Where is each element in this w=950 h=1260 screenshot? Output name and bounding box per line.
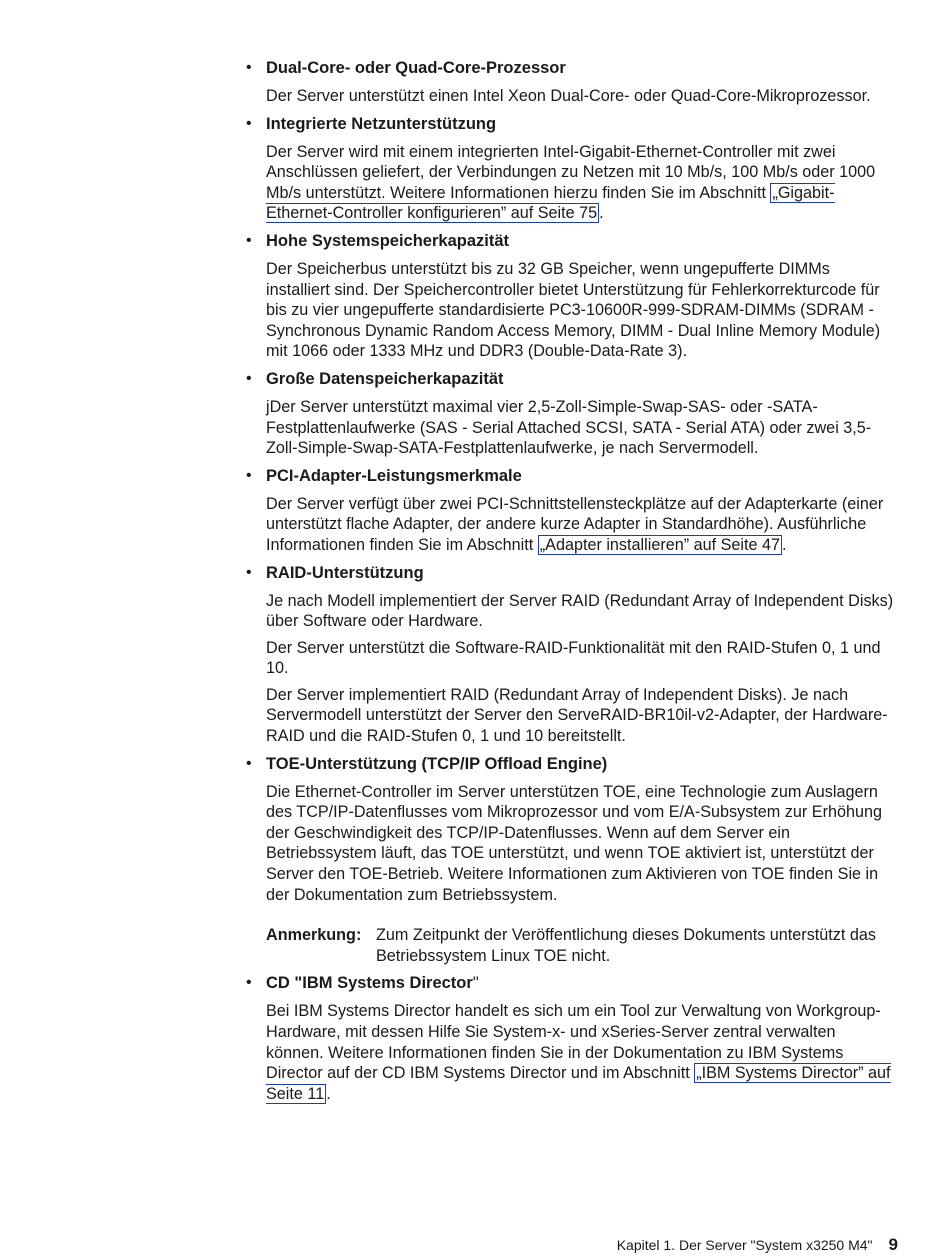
feature-description: jDer Server unterstützt maximal vier 2,5-Zoll-Simple-Swap-SAS- oder -SATA-Festplattenlaufwerke (SAS - Serial Attached SCSI, SATA - Serial ATA) oder zwei 3,5-Zoll-Simple-Swap-SATA-Festplattenlaufwerke, je nach Servermodell. — [266, 397, 872, 458]
paragraph-end: . — [326, 1084, 331, 1103]
paragraph-text: Der Server verfügt über zwei PCI-Schnittstellensteckplätze auf der Adapterkarte (einer unterstützt flache Adapter, der andere kurze Adapter in Standardhöhe). Ausführliche Informationen finden Sie im Abschnitt — [266, 494, 884, 554]
feature-heading: Dual-Core- oder Quad-Core-Prozessor — [266, 59, 566, 77]
feature-description — [266, 1001, 896, 1104]
bullet: • — [246, 114, 252, 132]
page-footer — [617, 1234, 898, 1256]
feature-description — [266, 494, 896, 556]
bullet: • — [246, 563, 252, 581]
paragraph-text: Bei IBM Systems Director handelt es sich um ein Tool zur Verwaltung von Workgroup-Hardware, mit dessen Hilfe Sie System-x- und xSeries-Server zentral verwalten können. Weitere Informationen finden Sie in der Dokumentation zu IBM Systems Director auf der CD IBM Systems Director und im Abschnitt — [266, 1002, 881, 1083]
feature-description — [266, 142, 896, 224]
bullet: • — [246, 466, 252, 484]
list-item — [246, 229, 896, 362]
heading-bold-part: CD "IBM Systems Director — [266, 974, 473, 993]
bullet: • — [246, 231, 252, 249]
gigabit-ethernet-link[interactable]: „Gigabit-Ethernet-Controller konfigurieren” auf Seite 75 — [266, 183, 835, 223]
feature-description: Die Ethernet-Controller im Server unterstützen TOE, eine Technologie zum Auslagern des TCP/IP-Datenflusses vom Mikroprozessor und vom E/A-Subsystem zur Erhöhung der Geschwindigkeit des TCP/IP-Datenflusses. Wenn auf dem Server ein Betriebssystem läuft, das TOE unterstützt, und wenn TOE aktiviert ist, unterstützt der Server den TOE-Betrieb. Weitere Informationen zum Aktivieren von TOE finden Sie in der Dokumentation zum Betriebssystem. — [266, 782, 882, 904]
document-body — [246, 56, 896, 1104]
paragraph-end: . — [782, 535, 787, 554]
list-item — [246, 367, 896, 459]
bullet: • — [246, 59, 252, 76]
list-item — [246, 112, 896, 224]
bullet: • — [246, 754, 252, 772]
note — [266, 925, 896, 966]
feature-description: Der Server implementiert RAID (Redundant Array of Independent Disks). Je nach Servermodell unterstützt der Server den ServeRAID-BR10il-v2-Adapter, der Hardware-RAID und die RAID-Stufen 0, 1 und 10 bereitstellt. — [266, 685, 888, 746]
feature-heading: Integrierte Netzunterstützung — [266, 114, 497, 133]
feature-heading — [266, 971, 896, 995]
list-item — [246, 752, 896, 967]
feature-description: Der Server unterstützt die Software-RAID-Funktionalität mit den RAID-Stufen 0, 1 und 10. — [266, 638, 881, 678]
chapter-title: Kapitel 1. Der Server "System x3250 M4" — [616, 1237, 873, 1253]
feature-description: Der Server unterstützt einen Intel Xeon Dual-Core- oder Quad-Core-Mikroprozessor. — [266, 87, 871, 105]
feature-heading: TOE-Unterstützung (TCP/IP Offload Engine) — [266, 754, 608, 773]
note-text: Zum Zeitpunkt der Veröffentlichung dieses Dokuments unterstützt das Betriebssystem Linux TOE nicht. — [376, 926, 876, 965]
note-label: Anmerkung: — [266, 926, 362, 945]
bullet: • — [246, 369, 252, 387]
feature-heading: Große Datenspeicherkapazität — [266, 369, 504, 388]
feature-description: Je nach Modell implementiert der Server RAID (Redundant Array of Independent Disks) über Software oder Hardware. — [266, 591, 894, 631]
feature-heading: PCI-Adapter-Leistungsmerkmale — [266, 466, 522, 485]
feature-heading: Hohe Systemspeicherkapazität — [266, 231, 510, 250]
list-item — [246, 56, 896, 107]
list-item — [246, 971, 896, 1104]
paragraph-text: Der Server wird mit einem integrierten Intel-Gigabit-Ethernet-Controller mit zwei Anschlüssen geliefert, der Verbindungen zu Netzen mit 10 Mb/s, 100 Mb/s oder 1000 Mb/s unterstützt. Weitere Informationen hierzu finden Sie im Abschnitt — [266, 142, 876, 202]
page-number: 9 — [888, 1235, 898, 1254]
feature-heading: RAID-Unterstützung — [266, 563, 424, 582]
paragraph-end: . — [599, 204, 604, 223]
feature-description: Der Speicherbus unterstützt bis zu 32 GB Speicher, wenn ungepufferte DIMMs installiert sind. Der Speichercontroller bietet Unterstützung für Fehlerkorrekturcode für bis zu vier ungepufferte standardisierte PC3-10600R-999-SDRAM-DIMMs (SDRAM - Synchronous Dynamic Random Access Memory, DIMM - Dual Inline Memory Module) mit 1066 oder 1333 MHz und DDR3 (Double-Data-Rate 3). — [266, 259, 881, 361]
list-item — [246, 561, 896, 747]
bullet: • — [246, 974, 252, 992]
ibm-systems-director-link[interactable]: „IBM Systems Director” auf Seite 11 — [266, 1064, 891, 1103]
heading-closing-quote: " — [472, 974, 479, 993]
adapter-install-link[interactable]: „Adapter installieren” auf Seite 47 — [539, 535, 781, 554]
list-item — [246, 464, 896, 556]
